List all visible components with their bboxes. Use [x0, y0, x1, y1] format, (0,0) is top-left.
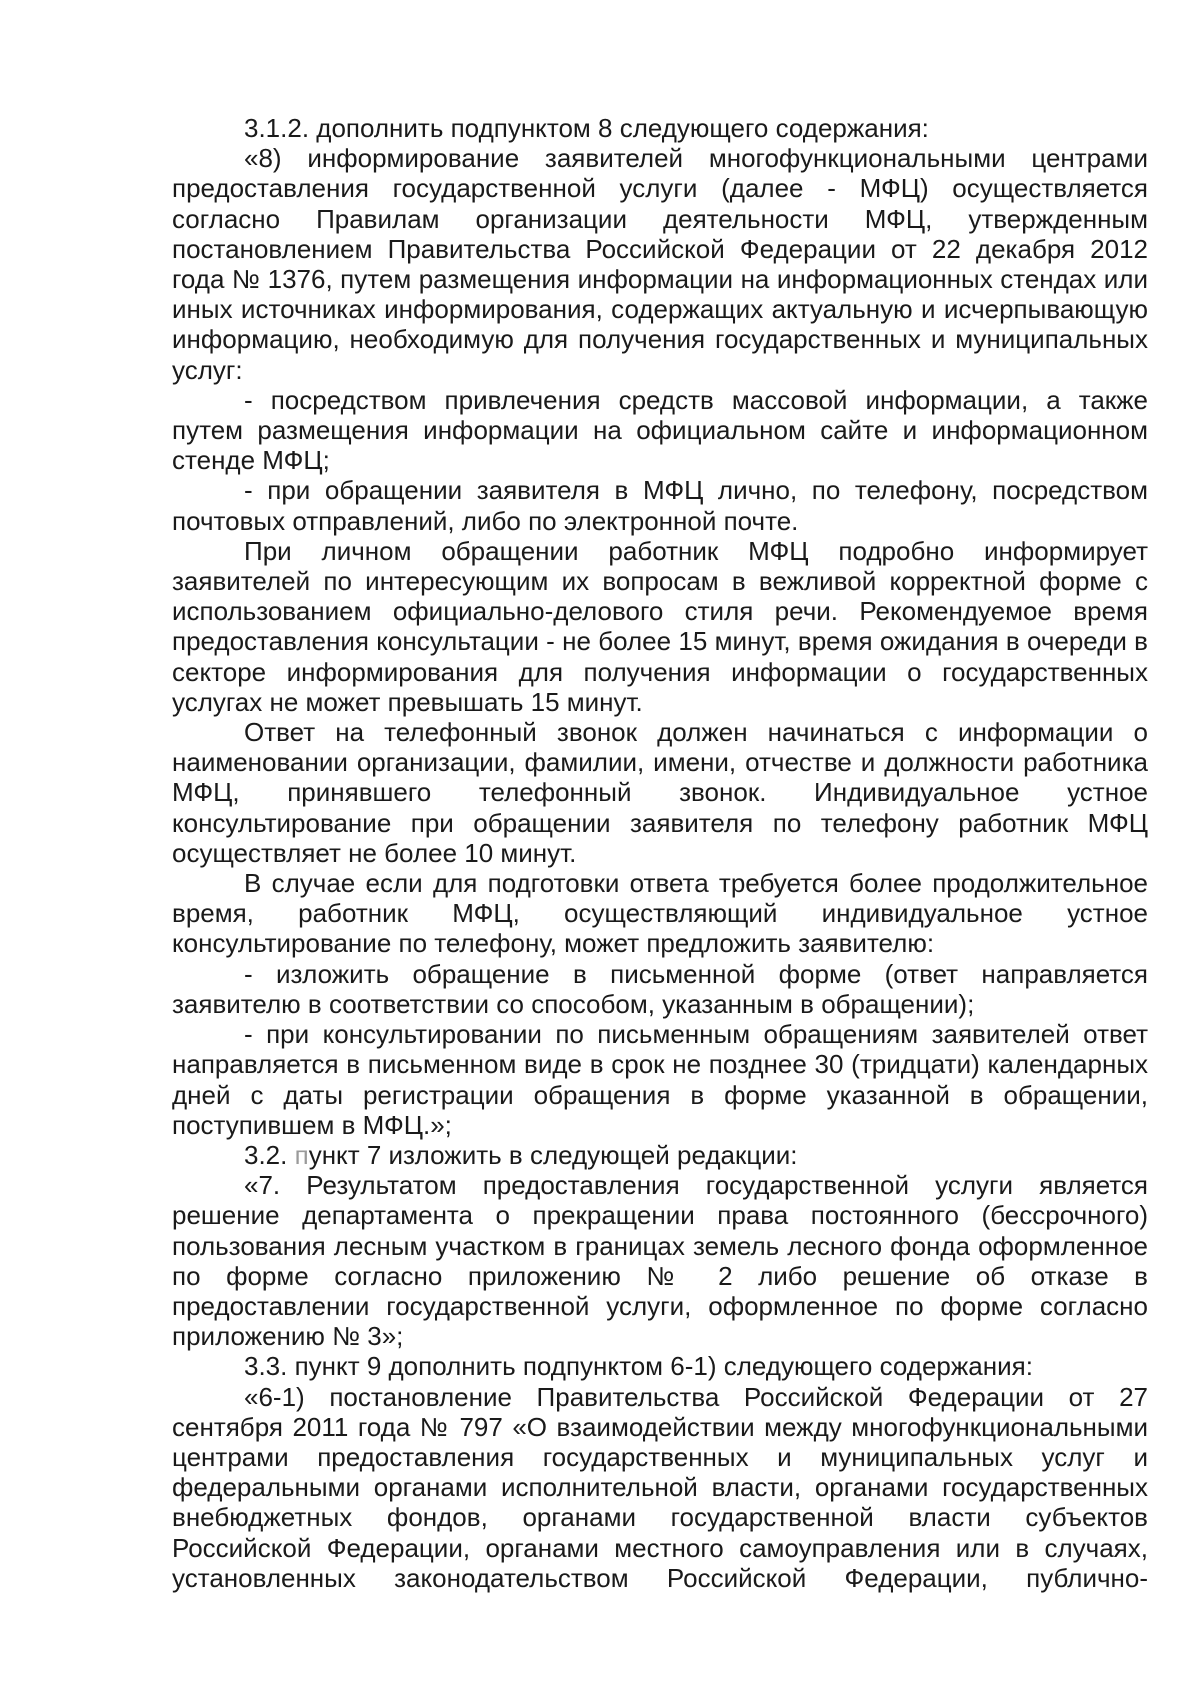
paragraph-item-8: «8) информирование заявителей многофункциональными центрами предоставления государственной услуги (далее - МФЦ) осуществляется согласно Правилам организации деятельности МФЦ, утвержденным постановлением Правительства Российской Федерации от 22 декабря 2012 года № 1376, путем размещения информации на информационных стендах или иных источниках информирования, содержащих актуальную и исчерпывающую информацию, необходимую для получения государственных и муниципальных услуг: [172, 143, 1148, 385]
paragraph-written-consultation: - при консультировании по письменным обращениям заявителей ответ направляется в письменном виде в срок не позднее 30 (тридцати) календарных дней с даты регистрации обращения в форме указанной в обращении, поступившем в МФЦ.»; [172, 1019, 1148, 1140]
paragraph-written-form: - изложить обращение в письменной форме (ответ направляется заявителю в соответствии со способом, указанным в обращении); [172, 958, 1148, 1019]
document-body [172, 113, 1148, 1593]
paragraph-mass-media: - посредством привлечения средств массовой информации, а также путем размещения информации на официальном сайте и информационном стенде МФЦ; [172, 384, 1148, 476]
item-3-2-faded-letter: п [294, 1139, 309, 1170]
item-3-2-prefix: 3.2. [244, 1139, 295, 1170]
paragraph-phone-answer: Ответ на телефонный звонок должен начинаться с информации о наименовании организации, фамилии, имени, отчестве и должности работника МФЦ, принявшего телефонный звонок. Индивидуальное устное консультирование при обращении заявителя по телефону работник МФЦ осуществляет не более 10 минут. [172, 717, 1148, 868]
item-3-2-rest: ункт 7 изложить в следующей редакции: [308, 1139, 798, 1170]
paragraph-longer-answer: В случае если для подготовки ответа требуется более продолжительное время, работник МФЦ, осуществляющий индивидуальное устное консультирование по телефону, может предложить заявителю: [172, 868, 1148, 959]
paragraph-3-3: 3.3. пункт 9 дополнить подпунктом 6-1) следующего содержания: [244, 1351, 1033, 1382]
paragraph-item-7: «7. Результатом предоставления государственной услуги является решение департамента о прекращении права постоянного (бессрочного) пользования лесным участком в границах земель лесного фонда оформленное по форме согласно приложению № 2 либо решение об отказе в предоставлении государственной услуги, оформленное по форме согласно приложению № 3»; [172, 1170, 1148, 1352]
paragraph-personal-consultation: При личном обращении работник МФЦ подробно информирует заявителей по интересующим их вопросам в вежливой корректной форме с использованием официально-делового стиля речи. Рекомендуемое время предоставления консультации - не более 15 минут, время ожидания в очереди в секторе информирования для получения информации о государственных услугах не может превышать 15 минут. [172, 535, 1148, 717]
paragraph-item-6-1: «6-1) постановление Правительства Российской Федерации от 27 сентября 2011 года № 797 «О взаимодействии между многофункциональными центрами предоставления государственных и муниципальных услуг и федеральными органами исполнительной власти, органами государственных внебюджетных фондов, органами государственной власти субъектов Российской Федерации, органами местного самоуправления или в случаях, установленных законодательством Российской Федерации, публично- [172, 1381, 1148, 1593]
paragraph-3-2 [172, 1140, 1148, 1170]
paragraph-personal-appeal: - при обращении заявителя в МФЦ лично, по телефону, посредством почтовых отправлений, либо по электронной почте. [172, 475, 1148, 536]
paragraph-3-1-2: 3.1.2. дополнить подпунктом 8 следующего содержания: [244, 113, 929, 143]
